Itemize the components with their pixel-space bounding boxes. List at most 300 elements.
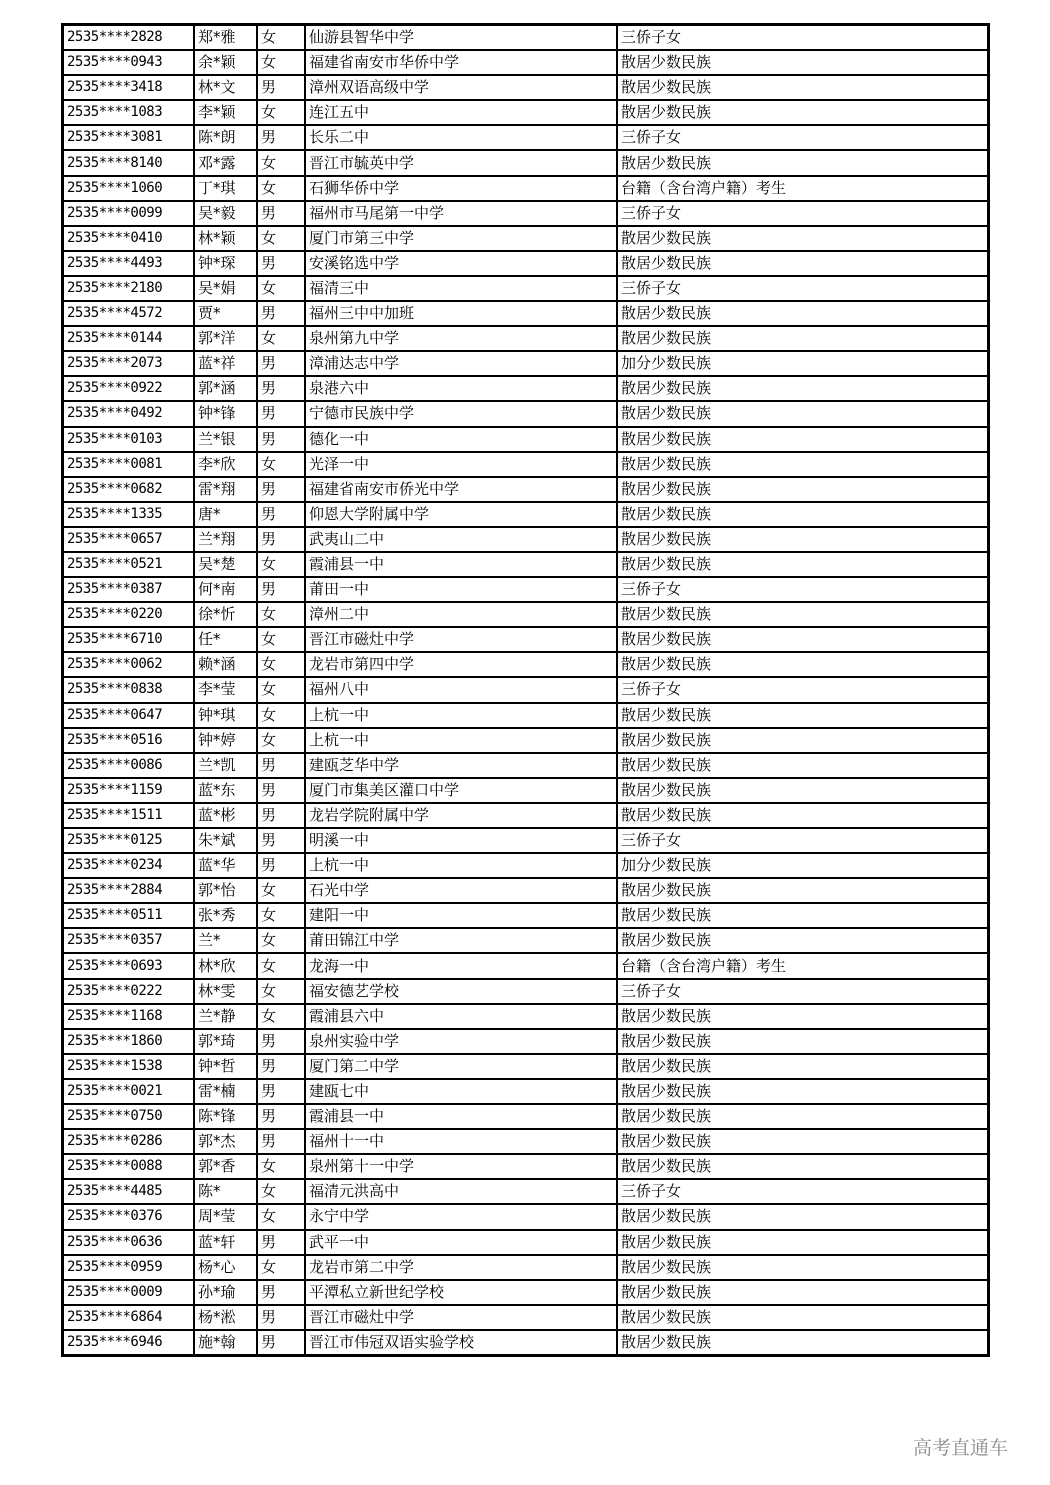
table-row [63, 1004, 989, 1029]
table-row [63, 401, 989, 426]
school-cell: 福清三中 [305, 276, 617, 301]
table-row [63, 1179, 989, 1204]
table-row [63, 176, 989, 201]
category-cell: 三侨子女 [617, 1179, 989, 1204]
category-cell: 散居少数民族 [617, 100, 989, 125]
exam-id-cell: 2535****0357 [63, 928, 195, 953]
table-row [63, 803, 989, 828]
school-cell: 建阳一中 [305, 903, 617, 928]
exam-id-cell: 2535****0636 [63, 1230, 195, 1255]
school-cell: 上杭一中 [305, 703, 617, 728]
school-cell: 安溪铭选中学 [305, 251, 617, 276]
gender-cell: 女 [257, 1179, 305, 1204]
category-cell: 散居少数民族 [617, 1079, 989, 1104]
exam-id-cell: 2535****0088 [63, 1154, 195, 1179]
table-row [63, 502, 989, 527]
category-cell: 散居少数民族 [617, 427, 989, 452]
exam-id-cell: 2535****0062 [63, 652, 195, 677]
category-cell: 三侨子女 [617, 979, 989, 1004]
category-cell: 三侨子女 [617, 828, 989, 853]
name-cell: 施*翰 [194, 1330, 257, 1356]
category-cell: 散居少数民族 [617, 401, 989, 426]
name-cell: 丁*琪 [194, 176, 257, 201]
category-cell: 散居少数民族 [617, 452, 989, 477]
name-cell: 钟*锋 [194, 401, 257, 426]
exam-id-cell: 2535****1335 [63, 502, 195, 527]
table-row [63, 1305, 989, 1330]
table-row [63, 1204, 989, 1229]
gender-cell: 女 [257, 176, 305, 201]
table-row [63, 753, 989, 778]
gender-cell: 男 [257, 427, 305, 452]
category-cell: 散居少数民族 [617, 1154, 989, 1179]
school-cell: 光泽一中 [305, 452, 617, 477]
gender-cell: 女 [257, 728, 305, 753]
table-row [63, 1280, 989, 1305]
gender-cell: 男 [257, 75, 305, 100]
gender-cell: 女 [257, 226, 305, 251]
school-cell: 莆田锦江中学 [305, 928, 617, 953]
name-cell: 蓝*华 [194, 853, 257, 878]
table-row [63, 1054, 989, 1079]
name-cell: 孙*瑜 [194, 1280, 257, 1305]
category-cell: 散居少数民族 [617, 703, 989, 728]
name-cell: 徐*忻 [194, 602, 257, 627]
category-cell: 散居少数民族 [617, 903, 989, 928]
school-cell: 晋江市伟冠双语实验学校 [305, 1330, 617, 1356]
category-cell: 三侨子女 [617, 276, 989, 301]
category-cell: 台籍（含台湾户籍）考生 [617, 176, 989, 201]
table-row [63, 552, 989, 577]
category-cell: 散居少数民族 [617, 1004, 989, 1029]
table-row [63, 50, 989, 75]
name-cell: 郭*怡 [194, 878, 257, 903]
exam-id-cell: 2535****3081 [63, 125, 195, 150]
category-cell: 加分少数民族 [617, 351, 989, 376]
gender-cell: 女 [257, 979, 305, 1004]
category-cell: 散居少数民族 [617, 1230, 989, 1255]
gender-cell: 女 [257, 100, 305, 125]
school-cell: 武平一中 [305, 1230, 617, 1255]
name-cell: 林*雯 [194, 979, 257, 1004]
name-cell: 任* [194, 627, 257, 652]
gender-cell: 男 [257, 853, 305, 878]
exam-id-cell: 2535****0410 [63, 226, 195, 251]
category-cell: 加分少数民族 [617, 853, 989, 878]
gender-cell: 女 [257, 452, 305, 477]
exam-id-cell: 2535****2884 [63, 878, 195, 903]
name-cell: 蓝*轩 [194, 1230, 257, 1255]
table-row [63, 602, 989, 627]
category-cell: 散居少数民族 [617, 627, 989, 652]
name-cell: 郭*洋 [194, 326, 257, 351]
category-cell: 三侨子女 [617, 577, 989, 602]
category-cell: 散居少数民族 [617, 477, 989, 502]
table-row [63, 1079, 989, 1104]
category-cell: 散居少数民族 [617, 527, 989, 552]
table-row [63, 326, 989, 351]
category-cell: 散居少数民族 [617, 1255, 989, 1280]
exam-id-cell: 2535****0125 [63, 828, 195, 853]
category-cell: 散居少数民族 [617, 1330, 989, 1356]
exam-id-cell: 2535****0521 [63, 552, 195, 577]
school-cell: 龙岩市第四中学 [305, 652, 617, 677]
category-cell: 散居少数民族 [617, 326, 989, 351]
category-cell: 三侨子女 [617, 25, 989, 51]
table-row [63, 878, 989, 903]
name-cell: 陈*锋 [194, 1104, 257, 1129]
school-cell: 连江五中 [305, 100, 617, 125]
gender-cell: 女 [257, 326, 305, 351]
name-cell: 兰*翔 [194, 527, 257, 552]
gender-cell: 男 [257, 1104, 305, 1129]
student-list-table [61, 23, 990, 1357]
table-row [63, 1104, 989, 1129]
school-cell: 厦门市第三中学 [305, 226, 617, 251]
gender-cell: 女 [257, 602, 305, 627]
table-row [63, 728, 989, 753]
school-cell: 泉州实验中学 [305, 1029, 617, 1054]
name-cell: 蓝*彬 [194, 803, 257, 828]
name-cell: 钟*琪 [194, 703, 257, 728]
name-cell: 林*文 [194, 75, 257, 100]
category-cell: 三侨子女 [617, 201, 989, 226]
school-cell: 霞浦县一中 [305, 552, 617, 577]
name-cell: 李*颖 [194, 100, 257, 125]
name-cell: 吴*毅 [194, 201, 257, 226]
school-cell: 漳浦达志中学 [305, 351, 617, 376]
gender-cell: 女 [257, 953, 305, 978]
exam-id-cell: 2535****1511 [63, 803, 195, 828]
category-cell: 散居少数民族 [617, 150, 989, 175]
exam-id-cell: 2535****6710 [63, 627, 195, 652]
gender-cell: 男 [257, 828, 305, 853]
school-cell: 厦门市集美区灌口中学 [305, 778, 617, 803]
exam-id-cell: 2535****2828 [63, 25, 195, 51]
category-cell: 台籍（含台湾户籍）考生 [617, 953, 989, 978]
name-cell: 郭*香 [194, 1154, 257, 1179]
school-cell: 石光中学 [305, 878, 617, 903]
table-row [63, 853, 989, 878]
name-cell: 钟*琛 [194, 251, 257, 276]
school-cell: 龙岩学院附属中学 [305, 803, 617, 828]
exam-id-cell: 2535****0099 [63, 201, 195, 226]
exam-id-cell: 2535****0959 [63, 1255, 195, 1280]
gender-cell: 女 [257, 150, 305, 175]
school-cell: 福州三中中加班 [305, 301, 617, 326]
school-cell: 泉州第十一中学 [305, 1154, 617, 1179]
category-cell: 散居少数民族 [617, 878, 989, 903]
school-cell: 仰恩大学附属中学 [305, 502, 617, 527]
name-cell: 李*欣 [194, 452, 257, 477]
table-row [63, 903, 989, 928]
table-row [63, 226, 989, 251]
name-cell: 杨*心 [194, 1255, 257, 1280]
category-cell: 散居少数民族 [617, 75, 989, 100]
exam-id-cell: 2535****1168 [63, 1004, 195, 1029]
table-row [63, 477, 989, 502]
name-cell: 吴*楚 [194, 552, 257, 577]
gender-cell: 女 [257, 703, 305, 728]
gender-cell: 男 [257, 1230, 305, 1255]
gender-cell: 男 [257, 778, 305, 803]
name-cell: 朱*斌 [194, 828, 257, 853]
gender-cell: 男 [257, 1079, 305, 1104]
exam-id-cell: 2535****0009 [63, 1280, 195, 1305]
name-cell: 钟*婷 [194, 728, 257, 753]
category-cell: 散居少数民族 [617, 1029, 989, 1054]
exam-id-cell: 2535****2180 [63, 276, 195, 301]
exam-id-cell: 2535****0943 [63, 50, 195, 75]
gender-cell: 女 [257, 878, 305, 903]
exam-id-cell: 2535****1083 [63, 100, 195, 125]
school-cell: 福州八中 [305, 677, 617, 702]
table-row [63, 1230, 989, 1255]
school-cell: 龙岩市第二中学 [305, 1255, 617, 1280]
category-cell: 散居少数民族 [617, 753, 989, 778]
exam-id-cell: 2535****0647 [63, 703, 195, 728]
category-cell: 散居少数民族 [617, 552, 989, 577]
gender-cell: 女 [257, 1004, 305, 1029]
category-cell: 散居少数民族 [617, 928, 989, 953]
table-row [63, 677, 989, 702]
table-row [63, 125, 989, 150]
name-cell: 李*莹 [194, 677, 257, 702]
school-cell: 霞浦县一中 [305, 1104, 617, 1129]
gender-cell: 女 [257, 50, 305, 75]
name-cell: 钟*哲 [194, 1054, 257, 1079]
category-cell: 散居少数民族 [617, 50, 989, 75]
category-cell: 三侨子女 [617, 125, 989, 150]
gender-cell: 女 [257, 652, 305, 677]
category-cell: 散居少数民族 [617, 251, 989, 276]
exam-id-cell: 2535****1538 [63, 1054, 195, 1079]
table-row [63, 953, 989, 978]
exam-id-cell: 2535****0086 [63, 753, 195, 778]
gender-cell: 女 [257, 903, 305, 928]
category-cell: 散居少数民族 [617, 301, 989, 326]
gender-cell: 男 [257, 1280, 305, 1305]
category-cell: 散居少数民族 [617, 502, 989, 527]
exam-id-cell: 2535****0081 [63, 452, 195, 477]
exam-id-cell: 2535****4485 [63, 1179, 195, 1204]
name-cell: 何*南 [194, 577, 257, 602]
gender-cell: 男 [257, 502, 305, 527]
table-row [63, 75, 989, 100]
name-cell: 郭*琦 [194, 1029, 257, 1054]
table-row [63, 452, 989, 477]
table-row [63, 627, 989, 652]
name-cell: 雷*楠 [194, 1079, 257, 1104]
exam-id-cell: 2535****4493 [63, 251, 195, 276]
school-cell: 仙游县智华中学 [305, 25, 617, 51]
table-row [63, 703, 989, 728]
name-cell: 雷*翔 [194, 477, 257, 502]
table-row [63, 25, 989, 51]
name-cell: 林*欣 [194, 953, 257, 978]
table-row [63, 150, 989, 175]
exam-id-cell: 2535****3418 [63, 75, 195, 100]
school-cell: 福建省南安市侨光中学 [305, 477, 617, 502]
table-row [63, 577, 989, 602]
table-row [63, 778, 989, 803]
category-cell: 散居少数民族 [617, 728, 989, 753]
exam-id-cell: 2535****6946 [63, 1330, 195, 1356]
exam-id-cell: 2535****0682 [63, 477, 195, 502]
name-cell: 蓝*东 [194, 778, 257, 803]
school-cell: 明溪一中 [305, 828, 617, 853]
category-cell: 散居少数民族 [617, 226, 989, 251]
school-cell: 莆田一中 [305, 577, 617, 602]
exam-id-cell: 2535****0103 [63, 427, 195, 452]
category-cell: 散居少数民族 [617, 1104, 989, 1129]
school-cell: 建瓯七中 [305, 1079, 617, 1104]
gender-cell: 男 [257, 1305, 305, 1330]
name-cell: 兰*凯 [194, 753, 257, 778]
category-cell: 散居少数民族 [617, 1204, 989, 1229]
gender-cell: 男 [257, 401, 305, 426]
name-cell: 陈* [194, 1179, 257, 1204]
exam-id-cell: 2535****0838 [63, 677, 195, 702]
table-row [63, 1154, 989, 1179]
name-cell: 郭*杰 [194, 1129, 257, 1154]
exam-id-cell: 2535****8140 [63, 150, 195, 175]
category-cell: 散居少数民族 [617, 602, 989, 627]
category-cell: 散居少数民族 [617, 1054, 989, 1079]
category-cell: 散居少数民族 [617, 778, 989, 803]
gender-cell: 男 [257, 1330, 305, 1356]
exam-id-cell: 2535****0693 [63, 953, 195, 978]
name-cell: 邓*露 [194, 150, 257, 175]
gender-cell: 男 [257, 1129, 305, 1154]
school-cell: 龙海一中 [305, 953, 617, 978]
exam-id-cell: 2535****0376 [63, 1204, 195, 1229]
name-cell: 兰* [194, 928, 257, 953]
category-cell: 散居少数民族 [617, 1305, 989, 1330]
exam-id-cell: 2535****0234 [63, 853, 195, 878]
exam-id-cell: 2535****0492 [63, 401, 195, 426]
category-cell: 散居少数民族 [617, 652, 989, 677]
name-cell: 郑*雅 [194, 25, 257, 51]
gender-cell: 男 [257, 527, 305, 552]
gender-cell: 男 [257, 803, 305, 828]
name-cell: 陈*朗 [194, 125, 257, 150]
gender-cell: 男 [257, 301, 305, 326]
name-cell: 余*颖 [194, 50, 257, 75]
exam-id-cell: 2535****0657 [63, 527, 195, 552]
table-row [63, 276, 989, 301]
gender-cell: 女 [257, 25, 305, 51]
school-cell: 平潭私立新世纪学校 [305, 1280, 617, 1305]
gender-cell: 女 [257, 627, 305, 652]
table-row [63, 1029, 989, 1054]
gender-cell: 女 [257, 677, 305, 702]
school-cell: 福建省南安市华侨中学 [305, 50, 617, 75]
exam-id-cell: 2535****1159 [63, 778, 195, 803]
name-cell: 林*颖 [194, 226, 257, 251]
gender-cell: 男 [257, 477, 305, 502]
table-row [63, 427, 989, 452]
exam-id-cell: 2535****1860 [63, 1029, 195, 1054]
school-cell: 建瓯芝华中学 [305, 753, 617, 778]
school-cell: 晋江市毓英中学 [305, 150, 617, 175]
table-row [63, 979, 989, 1004]
gender-cell: 男 [257, 376, 305, 401]
gender-cell: 男 [257, 351, 305, 376]
table-row [63, 351, 989, 376]
table-row [63, 928, 989, 953]
name-cell: 唐* [194, 502, 257, 527]
school-cell: 泉港六中 [305, 376, 617, 401]
gender-cell: 男 [257, 251, 305, 276]
gender-cell: 女 [257, 1255, 305, 1280]
name-cell: 蓝*祥 [194, 351, 257, 376]
table-row [63, 1330, 989, 1356]
name-cell: 兰*静 [194, 1004, 257, 1029]
gender-cell: 女 [257, 928, 305, 953]
table-row [63, 652, 989, 677]
table-row [63, 301, 989, 326]
school-cell: 福清元洪高中 [305, 1179, 617, 1204]
school-cell: 上杭一中 [305, 728, 617, 753]
category-cell: 散居少数民族 [617, 803, 989, 828]
table-row [63, 828, 989, 853]
school-cell: 漳州二中 [305, 602, 617, 627]
school-cell: 福安德艺学校 [305, 979, 617, 1004]
gender-cell: 男 [257, 125, 305, 150]
name-cell: 兰*银 [194, 427, 257, 452]
exam-id-cell: 2535****0387 [63, 577, 195, 602]
category-cell: 散居少数民族 [617, 376, 989, 401]
exam-id-cell: 2535****0021 [63, 1079, 195, 1104]
name-cell: 赖*涵 [194, 652, 257, 677]
table-row [63, 376, 989, 401]
school-cell: 厦门第二中学 [305, 1054, 617, 1079]
category-cell: 散居少数民族 [617, 1280, 989, 1305]
exam-id-cell: 2535****0144 [63, 326, 195, 351]
exam-id-cell: 2535****0750 [63, 1104, 195, 1129]
name-cell: 杨*淞 [194, 1305, 257, 1330]
school-cell: 霞浦县六中 [305, 1004, 617, 1029]
table-row [63, 1255, 989, 1280]
category-cell: 三侨子女 [617, 677, 989, 702]
table-row [63, 251, 989, 276]
name-cell: 吴*娟 [194, 276, 257, 301]
school-cell: 晋江市磁灶中学 [305, 1305, 617, 1330]
exam-id-cell: 2535****1060 [63, 176, 195, 201]
category-cell: 散居少数民族 [617, 1129, 989, 1154]
table-row [63, 1129, 989, 1154]
gender-cell: 女 [257, 1154, 305, 1179]
gender-cell: 男 [257, 577, 305, 602]
exam-id-cell: 2535****2073 [63, 351, 195, 376]
exam-id-cell: 2535****4572 [63, 301, 195, 326]
exam-id-cell: 2535****0922 [63, 376, 195, 401]
exam-id-cell: 2535****0220 [63, 602, 195, 627]
school-cell: 福州十一中 [305, 1129, 617, 1154]
table-body [63, 25, 989, 1356]
gender-cell: 男 [257, 1029, 305, 1054]
school-cell: 福州市马尾第一中学 [305, 201, 617, 226]
table-row [63, 100, 989, 125]
school-cell: 宁德市民族中学 [305, 401, 617, 426]
gender-cell: 男 [257, 1054, 305, 1079]
school-cell: 长乐二中 [305, 125, 617, 150]
school-cell: 石狮华侨中学 [305, 176, 617, 201]
name-cell: 郭*涵 [194, 376, 257, 401]
school-cell: 永宁中学 [305, 1204, 617, 1229]
watermark: 高考直通车 [913, 1437, 1009, 1459]
